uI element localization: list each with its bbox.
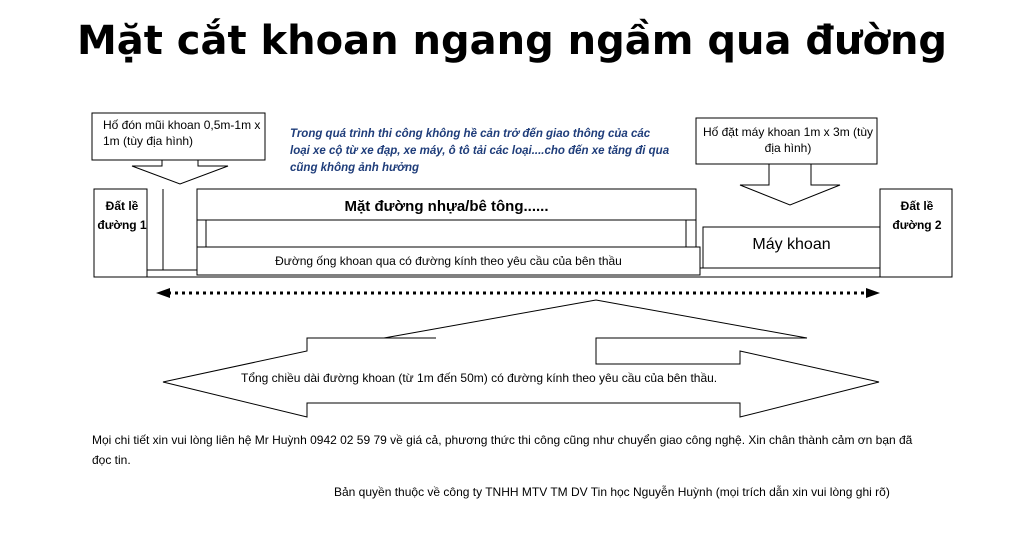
total-length-label: Tổng chiều dài đường khoan (từ 1m đến 50m) có đường kính theo yêu cầu của bên thầu. bbox=[241, 371, 718, 385]
right-pit-down-arrow bbox=[740, 164, 840, 205]
left-pit-down-arrow bbox=[132, 160, 228, 184]
left-shoulder-label: Đất lề đường 1 bbox=[97, 199, 147, 232]
right-pit-callout-text: Hố đặt máy khoan 1m x 3m (tùy địa hình) bbox=[702, 125, 874, 155]
diagram-title: Mặt cắt khoan ngang ngầm qua đường bbox=[76, 18, 948, 64]
pipe-label: Đường ống khoan qua có đường kính theo yêu cầu của bên thầu bbox=[275, 254, 622, 268]
road-base-box bbox=[197, 220, 696, 247]
dimension-left-arrowhead bbox=[156, 288, 170, 298]
copyright-text: Bản quyền thuộc về công ty TNHH MTV TM DV Tin học Nguyễn Huỳnh (mọi trích dẫn xin vui lòng ghi rõ) bbox=[334, 485, 890, 499]
drill-machine-label: Máy khoan bbox=[752, 236, 831, 253]
contact-text: Mọi chi tiết xin vui lòng liên hệ Mr Huỳnh 0942 02 59 79 về giá cả, phương thức thi công cũng như chuyển giao công nghệ. Xin chân thành cảm ơn bạn đã đọc tin. bbox=[92, 433, 913, 467]
traffic-note: Trong quá trình thi công không hề cản trở đến giao thông của các loại xe cộ từ xe đạp, xe máy, ô tô tải các loại....cho đến xe tăng đi qua cũng không ảnh hưởng bbox=[290, 128, 670, 174]
dimension-right-arrowhead bbox=[866, 288, 880, 298]
left-pit-callout-text: Hố đón mũi khoan 0,5m-1m x 1m (tùy địa hình) bbox=[103, 118, 261, 148]
total-length-double-arrow bbox=[163, 300, 879, 417]
road-surface-label: Mặt đường nhựa/bê tông...... bbox=[344, 198, 549, 215]
right-shoulder-label: Đất lề đường 2 bbox=[892, 199, 942, 232]
